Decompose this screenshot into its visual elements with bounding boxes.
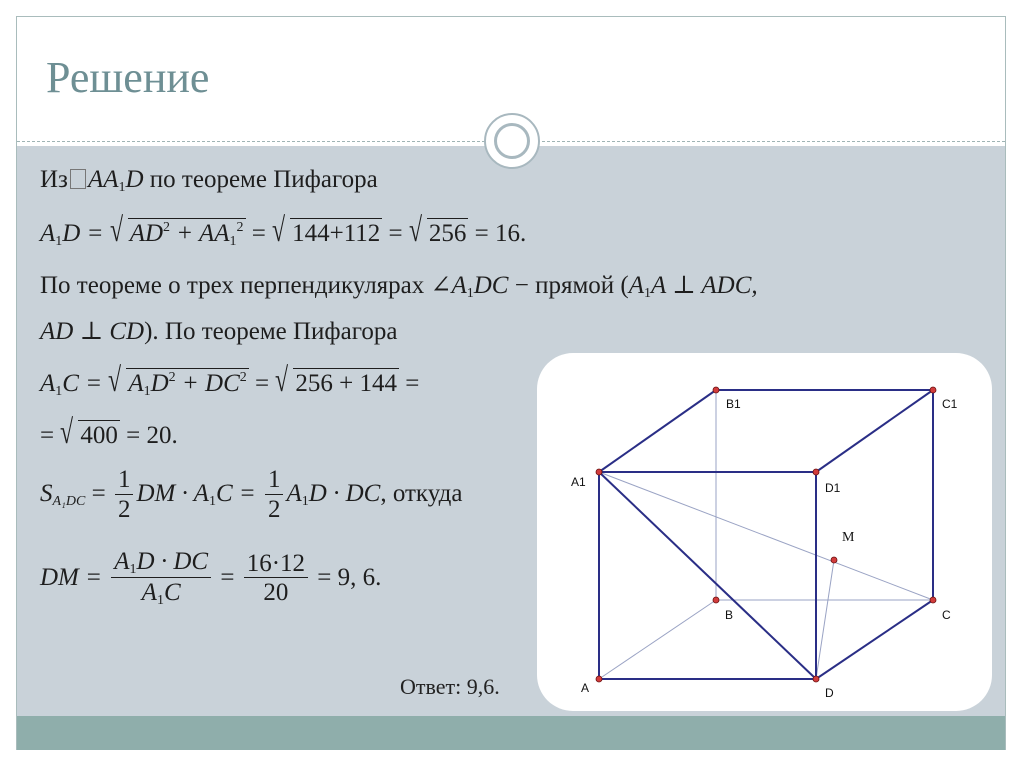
frac-num: 16·12 xyxy=(244,550,308,579)
label-c1: C1 xyxy=(942,397,958,411)
eq7-dm: DM · A xyxy=(136,479,209,507)
frac-num: 1 xyxy=(115,466,134,495)
eq8-den-b: C xyxy=(163,579,181,607)
eq2-result: = 16. xyxy=(468,220,527,247)
line3-sub2: 1 xyxy=(644,286,652,301)
eq5-rad-sub: 1 xyxy=(143,384,151,399)
line3-perp: A ⊥ ADC, xyxy=(651,272,758,299)
eq5-sup1: 2 xyxy=(168,370,176,385)
fraction-numbers xyxy=(244,550,308,609)
fraction-half xyxy=(115,466,134,525)
eq7-c: C = xyxy=(215,479,262,507)
label-m: M xyxy=(842,530,855,545)
eq2-sup1: 2 xyxy=(163,220,171,235)
label-d: D xyxy=(825,686,834,700)
vertex-c1 xyxy=(930,387,936,393)
eq5-rad2: 256 + 144 xyxy=(295,370,397,397)
edge-a1b1 xyxy=(599,390,716,472)
vertex-d xyxy=(813,676,819,682)
line1-sub: 1 xyxy=(118,180,126,195)
vertex-b xyxy=(713,597,719,603)
sqrt-sign-icon xyxy=(275,368,399,398)
line3-angle: ∠A xyxy=(430,272,467,299)
eq2-a: A xyxy=(40,220,56,247)
eq2-eq1: = xyxy=(245,220,273,247)
eq7-a: A xyxy=(286,479,302,507)
fraction-dm xyxy=(111,548,211,610)
diagonal-a1d xyxy=(599,472,816,679)
sqrt-sign-icon xyxy=(110,218,246,250)
diagonal-a1c xyxy=(599,472,933,600)
answer-text: Ответ: 9,6. xyxy=(400,674,500,699)
line1-triangle-name: AA xyxy=(87,166,119,193)
eq2-sub1: 1 xyxy=(55,234,63,249)
hidden-edge-ab xyxy=(599,600,716,679)
label-b1: B1 xyxy=(726,397,741,411)
equation-a1c xyxy=(40,368,419,400)
equation-area xyxy=(40,466,462,525)
label-c: C xyxy=(942,608,951,622)
eq5-sup2: 2 xyxy=(239,370,247,385)
edge-dc xyxy=(816,600,933,679)
eq8-num-sub: 1 xyxy=(129,562,137,577)
eq2-sub2: 1 xyxy=(229,234,237,249)
line4-text: ). По теореме Пифагора xyxy=(144,318,398,345)
label-a1: A1 xyxy=(571,475,586,489)
sqrt-sign-icon xyxy=(108,368,248,400)
solution-line-3 xyxy=(40,270,758,302)
frac-den: 2 xyxy=(117,495,131,523)
vertex-a xyxy=(596,676,602,682)
ring-ornament-icon xyxy=(484,113,540,169)
eq5-rad-a: A xyxy=(128,370,144,397)
fraction-half xyxy=(265,466,284,525)
eq5-c-eq: C = xyxy=(62,370,109,397)
equation-a1d xyxy=(40,218,526,250)
eq5-sub: 1 xyxy=(55,384,63,399)
frac-num: 1 xyxy=(265,466,284,495)
eq7-eq: = xyxy=(85,479,112,507)
eq2-sup2: 2 xyxy=(236,220,244,235)
eq5-a: A xyxy=(40,370,56,397)
eq7-sub3: 1 xyxy=(301,493,309,509)
edge-c1d1 xyxy=(816,390,933,472)
eq7-otkuda: , откуда xyxy=(380,479,463,507)
label-a: A xyxy=(581,681,590,695)
frac-den: 20 xyxy=(263,579,289,607)
eq2-rad-ad: AD xyxy=(129,220,164,247)
eq2-rad3: 256 xyxy=(428,220,467,247)
sqrt-sign-icon xyxy=(409,218,469,248)
equation-dm xyxy=(40,548,381,610)
eq7-s: S xyxy=(40,479,53,507)
cube-figure-panel xyxy=(537,353,992,711)
eq8-eq: = xyxy=(214,563,241,591)
line1-vertex-d: D xyxy=(125,166,144,193)
line3-sub: 1 xyxy=(466,286,474,301)
equation-result-20 xyxy=(40,420,178,450)
slide-footer-band xyxy=(17,716,1005,750)
eq8-num-a: A xyxy=(114,548,130,575)
line1-prefix: Из xyxy=(40,166,68,193)
eq8-num-b: D · DC xyxy=(136,548,209,575)
point-m xyxy=(831,557,837,563)
eq2-d-eq: D = xyxy=(62,220,110,247)
vertex-b1 xyxy=(713,387,719,393)
cube-diagram xyxy=(537,353,992,711)
slide-title: Решение xyxy=(46,53,210,102)
vertex-d1 xyxy=(813,469,819,475)
eq5-rad-d: D xyxy=(150,370,169,397)
line3-mid: − прямой ( xyxy=(508,272,629,299)
eq6-result: = 20. xyxy=(119,422,178,449)
eq5-rad-dc: + DC xyxy=(175,370,240,397)
line3-dc: DC xyxy=(473,272,509,299)
eq2-eq2: = xyxy=(382,220,409,247)
sqrt-sign-icon xyxy=(272,218,382,248)
solution-line-4 xyxy=(40,316,397,346)
eq2-rad2: 144+112 xyxy=(292,220,381,247)
eq8-den-a: A xyxy=(141,579,157,607)
eq6-eq: = xyxy=(40,422,61,449)
line4-perp: AD ⊥ CD xyxy=(40,318,145,345)
segment-dm xyxy=(816,560,834,679)
solution-line-1 xyxy=(40,166,378,196)
eq6-rad: 400 xyxy=(80,422,118,449)
eq8-dm: DM = xyxy=(40,563,109,591)
eq8-den-sub: 1 xyxy=(156,593,164,609)
eq7-sub2: 1 xyxy=(208,493,216,509)
frac-den: 2 xyxy=(267,495,281,523)
line3-text: По теореме о трех перпендикулярах xyxy=(40,272,431,299)
vertex-c xyxy=(930,597,936,603)
sqrt-sign-icon xyxy=(60,420,120,450)
eq2-rad-aa: + AA xyxy=(170,220,230,247)
line1-suffix: по теореме Пифагора xyxy=(143,166,378,193)
eq8-result: = 9, 6. xyxy=(311,563,382,591)
label-b: B xyxy=(725,608,734,622)
line3-a: A xyxy=(628,272,645,299)
vertex-a1 xyxy=(596,469,602,475)
eq5-eq2: = xyxy=(399,370,420,397)
eq5-eq1: = xyxy=(248,370,276,397)
eq7-sub: A₁DC xyxy=(52,493,86,509)
eq7-ddc: D · DC xyxy=(308,479,381,507)
triangle-symbol-icon xyxy=(70,169,86,189)
label-d1: D1 xyxy=(825,481,841,495)
